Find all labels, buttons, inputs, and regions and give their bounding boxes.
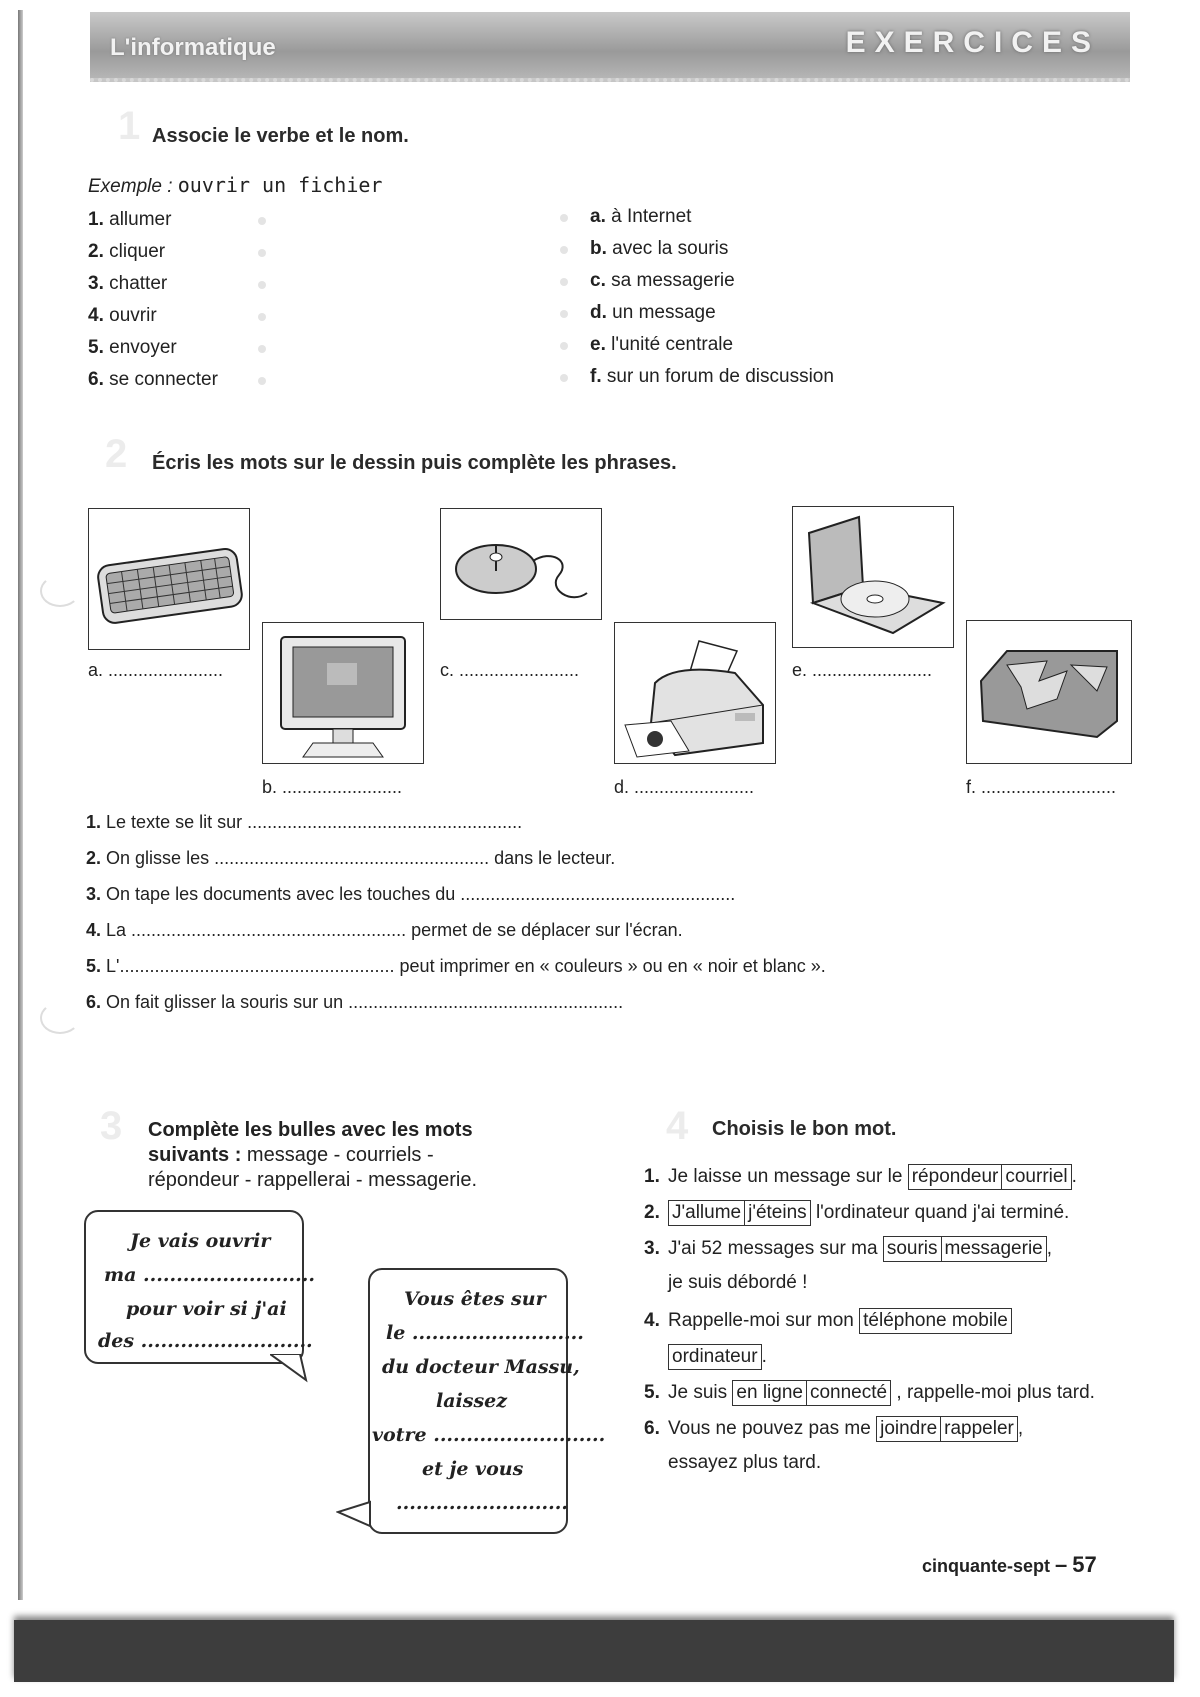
item-text: sa messagerie [611, 270, 735, 291]
sentence-text: La ....................................................... permet de se déplacer sur l'écran. [106, 920, 683, 940]
item-text: essayez plus tard. [668, 1452, 822, 1473]
speech-bubble-1: Je vais ouvrir ma .......................... pour voir si j'ai des .......................... [84, 1210, 304, 1364]
sentence [86, 992, 623, 1013]
item-letter: c. [590, 270, 606, 291]
item-text: Je laisse un message sur le [668, 1166, 903, 1187]
picture-keyboard [88, 508, 250, 650]
choice-option[interactable]: en ligne [732, 1380, 807, 1406]
exercise-title: Écris les mots sur le dessin puis complète les phrases. [152, 452, 677, 474]
item-text: sur un forum de discussion [606, 366, 834, 387]
section-label: EXERCICES [845, 26, 1100, 59]
match-dot [560, 246, 568, 254]
item-text: , [1046, 1238, 1053, 1259]
match-dot [258, 313, 266, 321]
noun-item [590, 206, 691, 228]
choice-item [644, 1344, 767, 1370]
item-letter: e. [590, 334, 606, 355]
match-dot [560, 310, 568, 318]
choice-option[interactable]: courriel [1002, 1164, 1071, 1190]
exercise-number: 2 [105, 432, 128, 476]
item-letter: b. [590, 238, 607, 259]
printer-icon [615, 623, 775, 763]
match-dot [560, 374, 568, 382]
noun-item [590, 238, 728, 260]
item-number: 5. [88, 337, 104, 358]
item-text: un message [612, 302, 716, 323]
page-footer: cinquante-sept – 57 [922, 1552, 1097, 1577]
example-text: ouvrir un fichier [177, 173, 383, 197]
exercise-number: 4 [666, 1104, 689, 1148]
match-dot [258, 217, 266, 225]
item-letter: a. [590, 206, 606, 227]
picture-mousepad [966, 620, 1132, 764]
sentence-text: On glisse les ....................................................... dans le lecteur. [106, 848, 616, 868]
noun-item [590, 366, 834, 388]
sentence-number: 1. [86, 812, 102, 832]
sentence-number: 5. [86, 956, 102, 976]
sentence [86, 956, 826, 977]
choice-item [644, 1164, 1077, 1190]
verb-item [88, 209, 171, 231]
match-dot [258, 249, 266, 257]
sentence-text: Le texte se lit sur ....................................................... [106, 812, 523, 832]
item-text: , rappelle-moi plus tard. [896, 1382, 1095, 1403]
picture-monitor [262, 622, 424, 764]
footer-bar [14, 1620, 1174, 1682]
title-line-2: suivants : message - courriels - [148, 1144, 434, 1166]
noun-item [590, 302, 716, 324]
sentence-number: 3. [86, 884, 102, 904]
picture-mouse [440, 508, 602, 620]
verb-item [88, 305, 157, 327]
choice-item [644, 1236, 1052, 1262]
exercise-title [148, 1118, 477, 1193]
item-text: ouvrir [109, 305, 157, 326]
picture-cd-drive [792, 506, 954, 648]
verb-item [88, 337, 177, 359]
item-text: Rappelle-moi sur mon [668, 1310, 854, 1331]
choice-option[interactable]: joindre [876, 1416, 941, 1442]
chapter-title: L'informatique [110, 34, 276, 61]
item-number: 6. [88, 369, 104, 390]
match-dot [560, 278, 568, 286]
item-letter: d. [590, 302, 607, 323]
bubble-tail [336, 1500, 376, 1530]
item-text: cliquer [109, 241, 166, 262]
item-number: 4. [88, 305, 104, 326]
binder-hole [40, 575, 80, 607]
sentence [86, 920, 683, 941]
mouse-icon [441, 509, 601, 619]
choice-option[interactable]: téléphone mobile [859, 1308, 1012, 1334]
choice-option[interactable]: J'allume [668, 1200, 745, 1226]
item-text: Vous ne pouvez pas me [668, 1418, 871, 1439]
sentence [86, 812, 522, 833]
bubble-tail [270, 1354, 310, 1384]
title-line-3: répondeur - rappellerai - messagerie. [148, 1169, 478, 1191]
example-label: Exemple : [88, 176, 173, 197]
item-number: 4. [644, 1310, 660, 1331]
monitor-icon [263, 623, 423, 763]
item-number: 5. [644, 1382, 660, 1403]
item-text: J'ai 52 messages sur ma [668, 1238, 878, 1259]
label-b: b. ........................ [262, 777, 403, 797]
label-d: d. ........................ [614, 777, 755, 797]
page-number: 57 [1072, 1552, 1097, 1577]
item-number: 3. [88, 273, 104, 294]
item-number: 1. [88, 209, 104, 230]
label-f: f. ........................... [966, 777, 1117, 797]
sentence-text: On tape les documents avec les touches du ....................................................... [106, 884, 736, 904]
item-text: . [1071, 1166, 1077, 1187]
exercise-title: Associe le verbe et le nom. [152, 125, 409, 147]
verb-item [88, 273, 167, 295]
sentence-text: On fait glisser la souris sur un ....................................................... [106, 992, 624, 1012]
exercise-title: Choisis le bon mot. [712, 1118, 897, 1140]
item-number: 6. [644, 1418, 660, 1439]
choice-option[interactable]: ordinateur [668, 1344, 762, 1370]
item-text: envoyer [109, 337, 177, 358]
cd-drive-icon [793, 507, 953, 647]
noun-item [590, 270, 735, 292]
choice-item [644, 1380, 1095, 1406]
item-text: chatter [109, 273, 168, 294]
choice-item [644, 1452, 821, 1474]
match-dot [560, 342, 568, 350]
verb-item [88, 369, 218, 391]
choice-item [644, 1272, 807, 1294]
example-line [88, 173, 382, 198]
match-dot [258, 377, 266, 385]
item-text: l'unité centrale [611, 334, 734, 355]
item-text: avec la souris [612, 238, 729, 259]
item-number: 3. [644, 1238, 660, 1259]
choice-item [644, 1416, 1023, 1442]
sentence [86, 884, 735, 905]
item-text: , [1017, 1418, 1024, 1439]
item-number: 1. [644, 1166, 660, 1187]
match-dot [258, 281, 266, 289]
picture-printer [614, 622, 776, 764]
choice-option[interactable]: rappeler [941, 1416, 1018, 1442]
choice-item [644, 1200, 1069, 1226]
item-text: . [761, 1346, 767, 1367]
label-e: e. ........................ [792, 660, 933, 680]
verb-item [88, 241, 165, 263]
item-text: l'ordinateur quand j'ai terminé. [815, 1202, 1070, 1223]
sentence-number: 2. [86, 848, 102, 868]
page-header [90, 12, 1130, 82]
item-text: je suis débordé ! [668, 1272, 808, 1293]
choice-option[interactable]: messagerie [942, 1236, 1047, 1262]
item-number: 2. [644, 1202, 660, 1223]
page-edge-shadow [18, 10, 23, 1600]
exercise-number: 3 [100, 1104, 123, 1148]
label-a: a. ....................... [88, 660, 224, 680]
item-text: allumer [109, 209, 172, 230]
match-dot [560, 214, 568, 222]
sentence [86, 848, 615, 869]
choice-option[interactable]: connecté [807, 1380, 891, 1406]
label-c: c. ........................ [440, 660, 580, 680]
choice-item [644, 1308, 1012, 1334]
sentence-number: 4. [86, 920, 102, 940]
mousepad-icon [967, 621, 1131, 763]
title-line-1: Complète les bulles avec les mots [148, 1119, 473, 1141]
item-number: 2. [88, 241, 104, 262]
choice-option[interactable]: souris [883, 1236, 942, 1262]
item-letter: f. [590, 366, 602, 387]
item-text: se connecter [109, 369, 218, 390]
choice-option[interactable]: j'éteins [745, 1200, 811, 1226]
speech-bubble-2: Vous êtes sur le .......................... du docteur Massu, laissez votre .......................... et je vous .......................... [368, 1268, 568, 1534]
exercise-number: 1 [118, 104, 141, 148]
page-number-text: cinquante-sept [922, 1556, 1051, 1576]
keyboard-icon [89, 509, 249, 649]
item-text: Je suis [668, 1382, 728, 1403]
sentence-text: L'....................................................... peut imprimer en « couleurs » ou en « noir et blanc ». [106, 956, 826, 976]
noun-item [590, 334, 733, 356]
sentence-number: 6. [86, 992, 102, 1012]
item-text: à Internet [611, 206, 692, 227]
binder-hole [40, 1002, 80, 1034]
choice-option[interactable]: répondeur [908, 1164, 1003, 1190]
match-dot [258, 345, 266, 353]
